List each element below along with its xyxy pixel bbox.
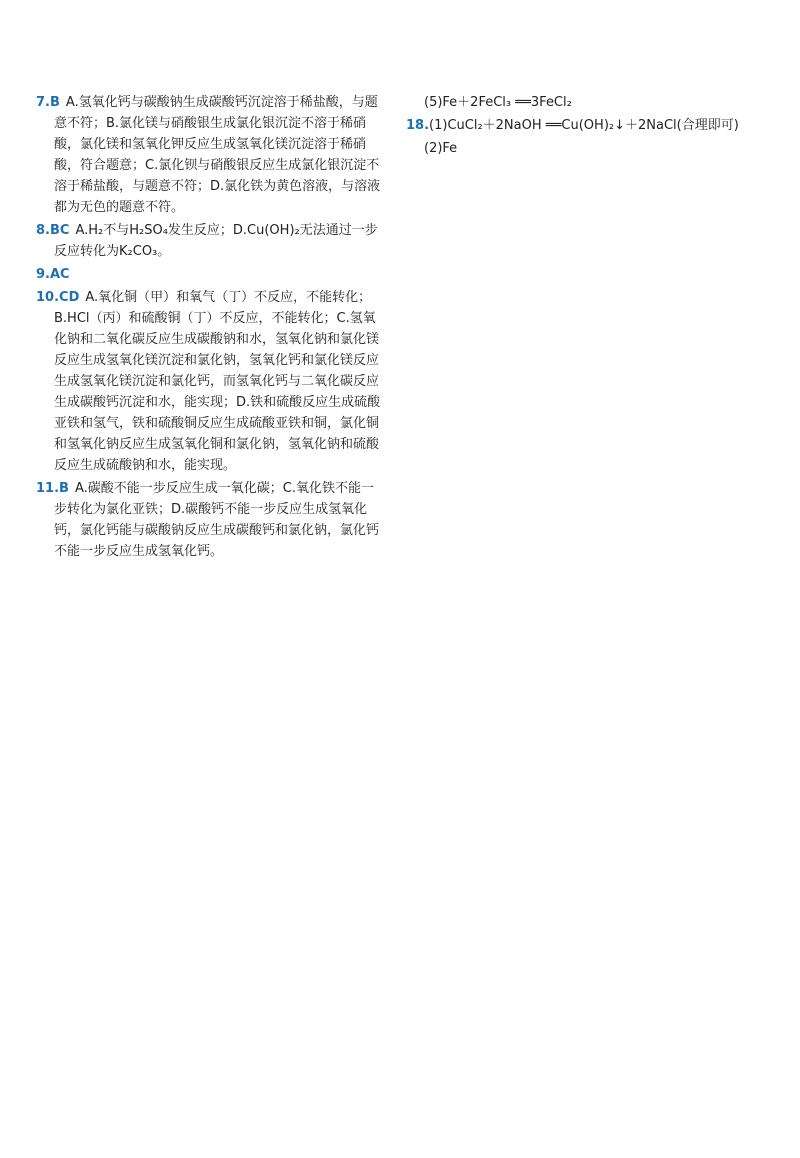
question-10 xyxy=(36,287,382,476)
explanation-text: A.碳酸不能一步反应生成一氧化碳；C.氧化铁不能一步转化为氯化亚铁；D.碳酸钙不能一步反应生成氢氧化钙，氯化钙能与碳酸钠反应生成碳酸钙和氯化钠，氯化钙不能一步反应生成氢氧化钙。 xyxy=(54,481,380,559)
answer-key: B xyxy=(49,95,60,110)
question-18 xyxy=(406,115,768,136)
question-number: 10. xyxy=(36,290,60,305)
question-number: 11. xyxy=(36,481,60,496)
explanation-text: A.氢氧化钙与碳酸钠生成碳酸钙沉淀溶于稀盐酸，与题意不符；B.氯化镁与硝酸银生成氯化银沉淀不溶于稀硝酸，氯化镁和氢氧化钾反应生成氢氧化镁沉淀溶于稀硝酸，符合题意；C.氯化钡与硝酸银反应生成氯化银沉淀不溶于稀盐酸，与题意不符；D.氯化铁为黄色溶液，与溶液都为无色的题意不符。 xyxy=(54,95,381,215)
question-8 xyxy=(36,220,382,262)
answer-part-1: (1)CuCl₂＋2NaOH ══Cu(OH)₂↓＋2NaCl(合理即可) xyxy=(429,118,739,133)
question-11 xyxy=(36,478,382,562)
answer-key: CD xyxy=(59,290,80,305)
question-number: 9. xyxy=(36,267,50,282)
question-18-part-2: (2)Fe xyxy=(424,141,458,156)
question-17-part-5: (5)Fe＋2FeCl₃ ══3FeCl₂ xyxy=(424,95,572,110)
question-9 xyxy=(36,264,382,285)
question-7 xyxy=(36,92,382,218)
answer-key: AC xyxy=(49,267,70,282)
left-column xyxy=(36,92,382,564)
right-column xyxy=(406,92,768,161)
answer-key: BC xyxy=(49,223,70,238)
question-number: 8. xyxy=(36,223,50,238)
explanation-text: A.氧化铜（甲）和氧气（丁）不反应，不能转化；B.HCl（丙）和硫酸铜（丁）不反应，不能转化；C.氢氧化钠和二氧化碳反应生成碳酸钠和水，氢氧化钠和氯化镁反应生成氢氧化镁沉淀和氯化钠，氢氧化钙和氯化镁反应生成氢氧化镁沉淀和氯化钙，而氢氧化钙与二氧化碳反应生成碳酸钙沉淀和水，能实现；D.铁和硫酸反应生成硫酸亚铁和氢气，铁和硫酸铜反应生成硫酸亚铁和铜，氯化铜和氢氧化钠反应生成氢氧化铜和氯化钠，氢氧化钠和硫酸反应生成硫酸钠和水，能实现。 xyxy=(54,290,381,473)
explanation-text: A.H₂不与H₂SO₄发生反应；D.Cu(OH)₂无法通过一步反应转化为K₂CO₃。 xyxy=(54,223,378,259)
question-number: 18. xyxy=(406,118,430,133)
question-number: 7. xyxy=(36,95,50,110)
answer-key: B xyxy=(59,481,69,496)
